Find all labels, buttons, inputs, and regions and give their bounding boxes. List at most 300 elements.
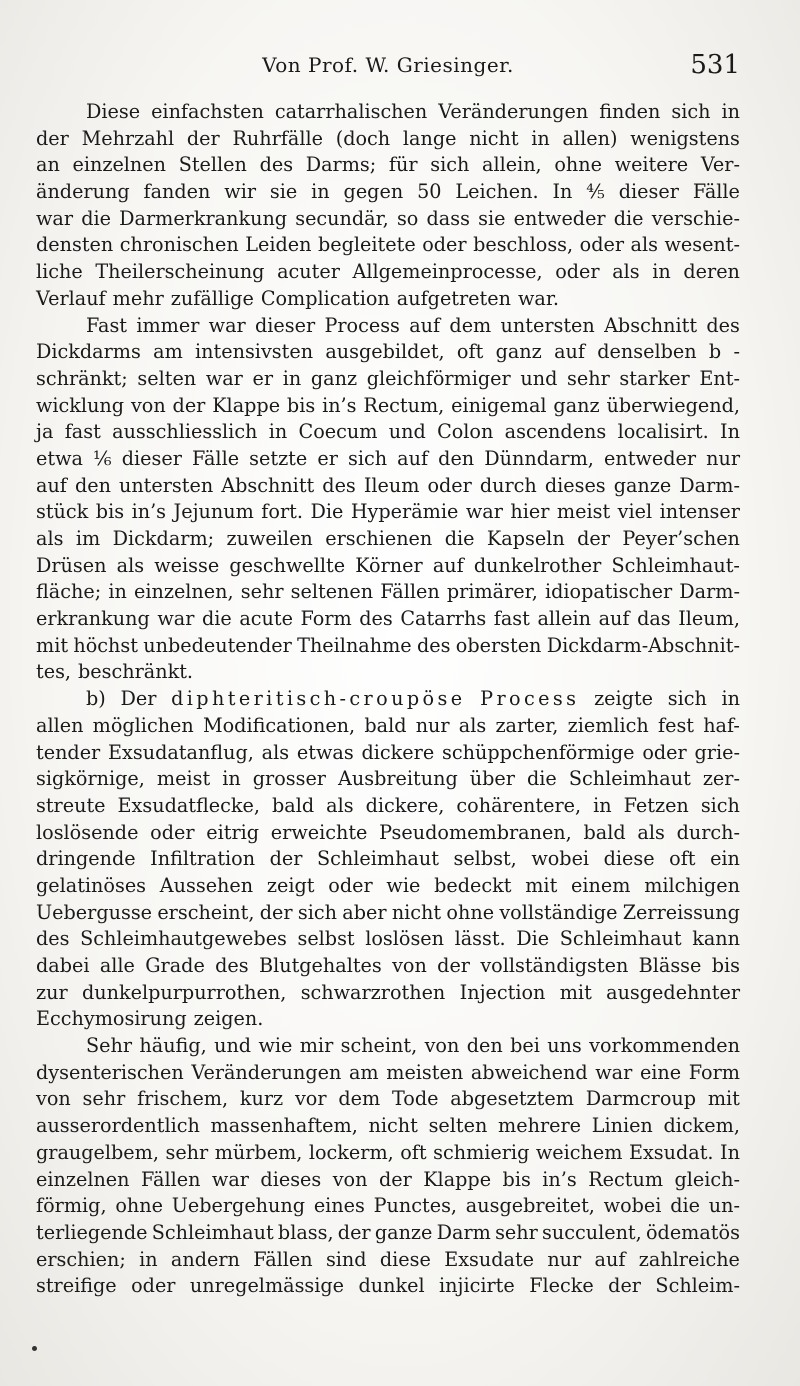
word: zuweilen [226, 527, 313, 550]
word: Process [480, 687, 580, 711]
word: bis [95, 500, 125, 524]
word: Die [310, 500, 344, 524]
word: und [388, 420, 426, 444]
word: scheint, [340, 1034, 418, 1058]
word: acuter [277, 260, 340, 284]
word: zarter, [495, 713, 559, 737]
word: mir [299, 1034, 334, 1058]
word: Modificationen, [202, 713, 356, 737]
word: allen) [562, 126, 618, 150]
text-line [36, 1167, 740, 1194]
word: Rectum [588, 1167, 664, 1191]
word: nicht [368, 1114, 418, 1138]
text-line [36, 820, 740, 847]
word: Die [516, 927, 550, 951]
word: Ver- [700, 153, 740, 177]
word: Abschnitt [604, 313, 698, 337]
word: catarrhalischen [274, 100, 428, 123]
word: sich [297, 900, 337, 924]
text-line [36, 1220, 740, 1247]
word: war [465, 500, 503, 524]
word: Infiltration [150, 847, 256, 871]
word: weitere [614, 153, 689, 177]
word: fläche; [36, 580, 102, 604]
word: allein, [482, 153, 542, 177]
word: mit [707, 1087, 740, 1111]
word: Exsudatanflug, [108, 740, 254, 764]
word: aber [342, 900, 387, 924]
word: diese [603, 847, 655, 871]
word: von [36, 1087, 71, 1111]
text-line [36, 793, 740, 820]
word: bis [286, 393, 316, 417]
word: Catarrhs [400, 607, 487, 631]
text-line [36, 686, 740, 713]
word: etwa [36, 446, 83, 470]
word: weisse [154, 553, 220, 577]
word: möglichen [92, 713, 194, 737]
word: oder [579, 233, 625, 257]
word: Schleimhaut [559, 927, 682, 951]
word: 50 [417, 180, 442, 204]
word: secundär, [295, 206, 389, 230]
word: bald [364, 713, 407, 737]
word: oder [555, 260, 600, 284]
word: Ent- [699, 366, 740, 390]
word: war [36, 206, 74, 230]
word: den [74, 473, 111, 497]
word: meisten [386, 1060, 464, 1084]
word: auf [432, 553, 464, 577]
word: förmig, [36, 1194, 107, 1218]
word: cohärentere, [456, 793, 582, 817]
word: dieser [255, 313, 316, 337]
word: zeigte [594, 687, 654, 711]
word: war [205, 366, 243, 390]
text-line [36, 1247, 740, 1274]
word: Exsudat. [628, 1140, 714, 1164]
word: nur [547, 1247, 582, 1271]
word: in [721, 687, 740, 711]
text-line [36, 579, 740, 606]
word: Ausbreitung [338, 767, 458, 791]
word: acute [239, 607, 293, 631]
text-line [36, 873, 740, 900]
word: mehrere [498, 1114, 581, 1138]
word: auf [409, 313, 441, 337]
word: war [157, 607, 195, 631]
word: dickere, [365, 793, 445, 817]
word: war [208, 313, 246, 337]
text-line [36, 179, 740, 206]
word: dieser [121, 446, 182, 470]
word: Klappe [423, 1167, 492, 1191]
word: ohne [115, 1194, 163, 1218]
word: milchigen [644, 873, 740, 897]
word: setzte [249, 446, 308, 470]
word: massenhaftem, [210, 1114, 358, 1138]
word: Schleim- [655, 1274, 740, 1298]
word: wie [386, 873, 421, 897]
text-line [36, 713, 740, 740]
word: deren [683, 260, 740, 284]
word: in [721, 100, 740, 123]
word: war [595, 1060, 633, 1084]
word: in [222, 767, 241, 791]
text-line [36, 1140, 740, 1167]
word: für [388, 153, 418, 177]
word: stück [36, 500, 89, 524]
word: streute [36, 793, 106, 817]
word: Uebergehung [171, 1194, 306, 1218]
word: ganze [374, 1220, 433, 1244]
word: verschie- [651, 206, 740, 230]
word: Leichen. [455, 180, 539, 204]
word: schüppchenförmige [442, 740, 635, 764]
word: unbedeutender [143, 633, 292, 657]
word: ein [710, 847, 740, 871]
word: lockerm, [308, 1140, 394, 1164]
text-line [36, 393, 740, 420]
word: Veränderungen [438, 100, 589, 123]
word: aufgetreten [396, 286, 511, 310]
word: Dickdarms [36, 340, 141, 364]
word: Fällen [253, 1247, 313, 1271]
word: mit [36, 633, 69, 657]
word: in [139, 1247, 158, 1271]
word: bis [711, 954, 740, 977]
word: auf [397, 446, 429, 470]
word: mit [525, 873, 558, 897]
text-line [36, 1060, 740, 1087]
word: eitrig [206, 820, 260, 844]
text-line [36, 339, 740, 366]
word: Ruhrfälle [232, 126, 323, 150]
word: In [720, 1140, 740, 1164]
word: Darmerkrankung [119, 206, 288, 230]
word: terliegende [36, 1220, 148, 1244]
text-line [36, 659, 740, 686]
word: allen [36, 713, 84, 737]
word: bald [583, 820, 626, 844]
word: wicklung [36, 393, 125, 417]
word: des [359, 607, 393, 631]
word: der [186, 126, 220, 150]
text-line [36, 553, 740, 580]
word: Allgemeinprocesse, [352, 260, 543, 284]
text-line [36, 313, 740, 340]
word: Jejunum [173, 500, 254, 524]
word: Dickdarm-Abschnit- [546, 633, 740, 657]
word: Colon [437, 420, 494, 444]
word: Ileum, [678, 607, 740, 631]
word: fast [493, 607, 530, 631]
text-line [36, 99, 740, 126]
word: von [392, 954, 427, 977]
word: lange [402, 126, 457, 150]
word: dringende [36, 847, 136, 871]
word: Form [300, 607, 352, 631]
word: in [652, 260, 671, 284]
word: dabei [36, 954, 90, 977]
word: dickem, [663, 1114, 740, 1138]
word: Leiden [245, 233, 312, 257]
word: sich [700, 793, 740, 817]
word: ohne [446, 900, 495, 924]
word: Theilnahme [297, 633, 412, 657]
word: diese [379, 1247, 431, 1271]
running-title: Von Prof. W. Griesinger. [262, 53, 514, 77]
word: er [252, 366, 274, 390]
word: ⅙ [93, 446, 112, 470]
word: eine [639, 1060, 682, 1084]
word: zur [36, 980, 68, 1004]
word: bei [510, 1034, 540, 1058]
word: Darm- [679, 473, 740, 497]
word: vor [294, 1087, 327, 1111]
word: lässt. [454, 927, 506, 951]
word: zeigt [266, 873, 315, 897]
word: Dünndarm, [484, 446, 594, 470]
word: des [322, 473, 356, 497]
word: liche [36, 260, 83, 284]
word: die [670, 1194, 700, 1218]
word: finden [599, 100, 661, 123]
word: dieses [260, 1167, 322, 1191]
text-line [36, 499, 740, 526]
word: geschwellte [229, 553, 346, 577]
word: Blutgehaltes [258, 954, 382, 977]
word: beschränkt. [78, 660, 194, 684]
word: Der [120, 687, 157, 711]
word: dysenterischen [36, 1060, 184, 1084]
word: ascendens [504, 420, 607, 444]
word: schwarzrothen [300, 980, 446, 1004]
text-line [36, 366, 740, 393]
word: des [36, 927, 70, 951]
word: sich [671, 100, 711, 123]
word: ganz [495, 340, 542, 364]
word: oder [422, 233, 467, 257]
text-line [36, 1086, 740, 1113]
word: das [637, 607, 671, 631]
word: grie- [694, 740, 740, 764]
word: ziemlich [567, 713, 649, 737]
word: Darmcroup [585, 1087, 697, 1111]
text-line [36, 926, 740, 953]
word: intensivsten [195, 340, 314, 364]
word: in [268, 420, 288, 444]
word: Exsudatflecke, [117, 793, 260, 817]
word: ganz [310, 366, 358, 390]
text-line [36, 206, 740, 233]
word: oder [642, 740, 687, 764]
word: begleitete [318, 233, 416, 257]
word: In [720, 420, 740, 444]
word: dunkelrother [473, 553, 602, 577]
word: succulent, [542, 1220, 642, 1244]
text-line [36, 740, 740, 767]
word: als [637, 820, 665, 844]
word: dunkelpurpurrothen, [81, 980, 287, 1004]
word: Fetzen [623, 793, 689, 817]
word: in [593, 793, 612, 817]
word: als [261, 740, 290, 764]
word: erschien; [36, 1247, 126, 1271]
word: einzelnen, [133, 580, 234, 604]
word: sind [325, 1247, 367, 1271]
word: denselben [597, 340, 697, 364]
word: sehr [240, 580, 284, 604]
word: loslösende [36, 820, 139, 844]
word: des [215, 954, 249, 977]
word: obersten [455, 633, 542, 657]
word: oder [131, 1274, 176, 1298]
text-line [36, 980, 740, 1007]
word: dem [449, 313, 492, 337]
word: Fälle [692, 180, 740, 204]
text-line [36, 1193, 740, 1220]
text-line [36, 126, 740, 153]
word: sehr [82, 1087, 126, 1111]
word: des [416, 633, 451, 657]
word: immer [136, 313, 200, 337]
word: gelatinöses [36, 873, 147, 897]
word: loslösen [365, 927, 445, 951]
word: Exsudate [444, 1247, 535, 1271]
word: ausgedehnter [606, 980, 740, 1004]
word: in [108, 580, 127, 604]
word: die [444, 527, 475, 550]
word: graugelbem, [36, 1140, 159, 1164]
word: starker [619, 366, 690, 390]
word: diphteritisch-croupöse [171, 687, 466, 711]
ink-speck [32, 1346, 37, 1351]
word: sich [430, 153, 470, 177]
word: die [81, 206, 111, 230]
text-line [36, 232, 740, 259]
word: fort. [261, 500, 303, 524]
word: Verlauf [36, 286, 106, 310]
word: nicht [469, 126, 519, 150]
word: am [153, 340, 183, 364]
word: Kapseln [486, 527, 565, 550]
word: als [116, 553, 145, 577]
running-head [36, 48, 740, 82]
word: in’s [322, 393, 357, 417]
word: zeigen. [193, 1007, 264, 1031]
word: häufig, [139, 1034, 207, 1058]
word: und [214, 1034, 252, 1058]
word: den [438, 446, 475, 470]
word: im [75, 527, 101, 550]
word: Stellen [178, 153, 247, 177]
word: über [469, 767, 515, 791]
word: selbst, [453, 847, 517, 871]
word: Process [324, 313, 400, 337]
word: der [269, 847, 303, 871]
word: dem [338, 1087, 381, 1111]
word: seltenen [290, 580, 374, 604]
word: Punctes, [373, 1194, 458, 1218]
word: wir [224, 180, 257, 204]
word: etwas [296, 740, 354, 764]
word: Fälle [191, 446, 240, 470]
word: vollständige [499, 900, 618, 924]
word: ausgebreitet, [465, 1194, 595, 1218]
word: Blässe [638, 954, 702, 977]
word: streifige [36, 1274, 117, 1298]
word: wie [258, 1034, 293, 1058]
word: mürbem, [214, 1140, 303, 1164]
word: in [531, 126, 550, 150]
word: In [552, 180, 573, 204]
word: Schleimhautgewebes [80, 927, 287, 951]
word: sie [269, 180, 298, 204]
text-line [36, 1033, 740, 1060]
word: er [317, 446, 338, 470]
word: durch- [676, 820, 740, 844]
word: zahlreiche [638, 1247, 740, 1271]
text-line [36, 633, 740, 660]
word: Peyer’schen [622, 527, 740, 550]
word: der [259, 900, 293, 924]
word: uns [547, 1034, 582, 1058]
word: ganze [613, 473, 672, 497]
word: ohne [554, 153, 602, 177]
word: eines [313, 1194, 365, 1218]
word: wobei [603, 1194, 662, 1218]
word: fast [64, 420, 101, 444]
word: bedeckt [434, 873, 512, 897]
word: der [36, 126, 69, 150]
word: dieses [544, 473, 606, 497]
word: vorkommenden [589, 1034, 740, 1058]
word: oft [400, 1140, 427, 1164]
word: Sehr [86, 1034, 133, 1058]
word: gleich- [674, 1167, 740, 1191]
word: die [201, 607, 232, 631]
word: erscheint, [157, 900, 255, 924]
word: änderung [36, 180, 130, 204]
text-line [36, 419, 740, 446]
word: selten [428, 1114, 488, 1138]
word: den [466, 1034, 503, 1058]
word: der [437, 954, 470, 977]
text-line [36, 900, 740, 927]
word: die [613, 206, 644, 230]
word: am [348, 1060, 379, 1084]
word: so [396, 206, 419, 230]
word: dunkel [358, 1274, 425, 1298]
word: fanden [143, 180, 211, 204]
word: Fast [86, 313, 128, 337]
word: hier [510, 500, 550, 524]
text-line [36, 606, 740, 633]
word: entweder [513, 206, 606, 230]
word: der [577, 527, 610, 550]
word: ⅘ [586, 180, 605, 204]
word: von [424, 1034, 460, 1058]
word: oder [150, 820, 195, 844]
word: abweichend [470, 1060, 588, 1084]
word: oft [456, 340, 484, 364]
word: tender [36, 740, 101, 764]
word: viel [617, 500, 653, 524]
word: andern [170, 1247, 240, 1271]
word: gleichförmiger [366, 366, 511, 390]
word: Ileum [363, 473, 420, 497]
